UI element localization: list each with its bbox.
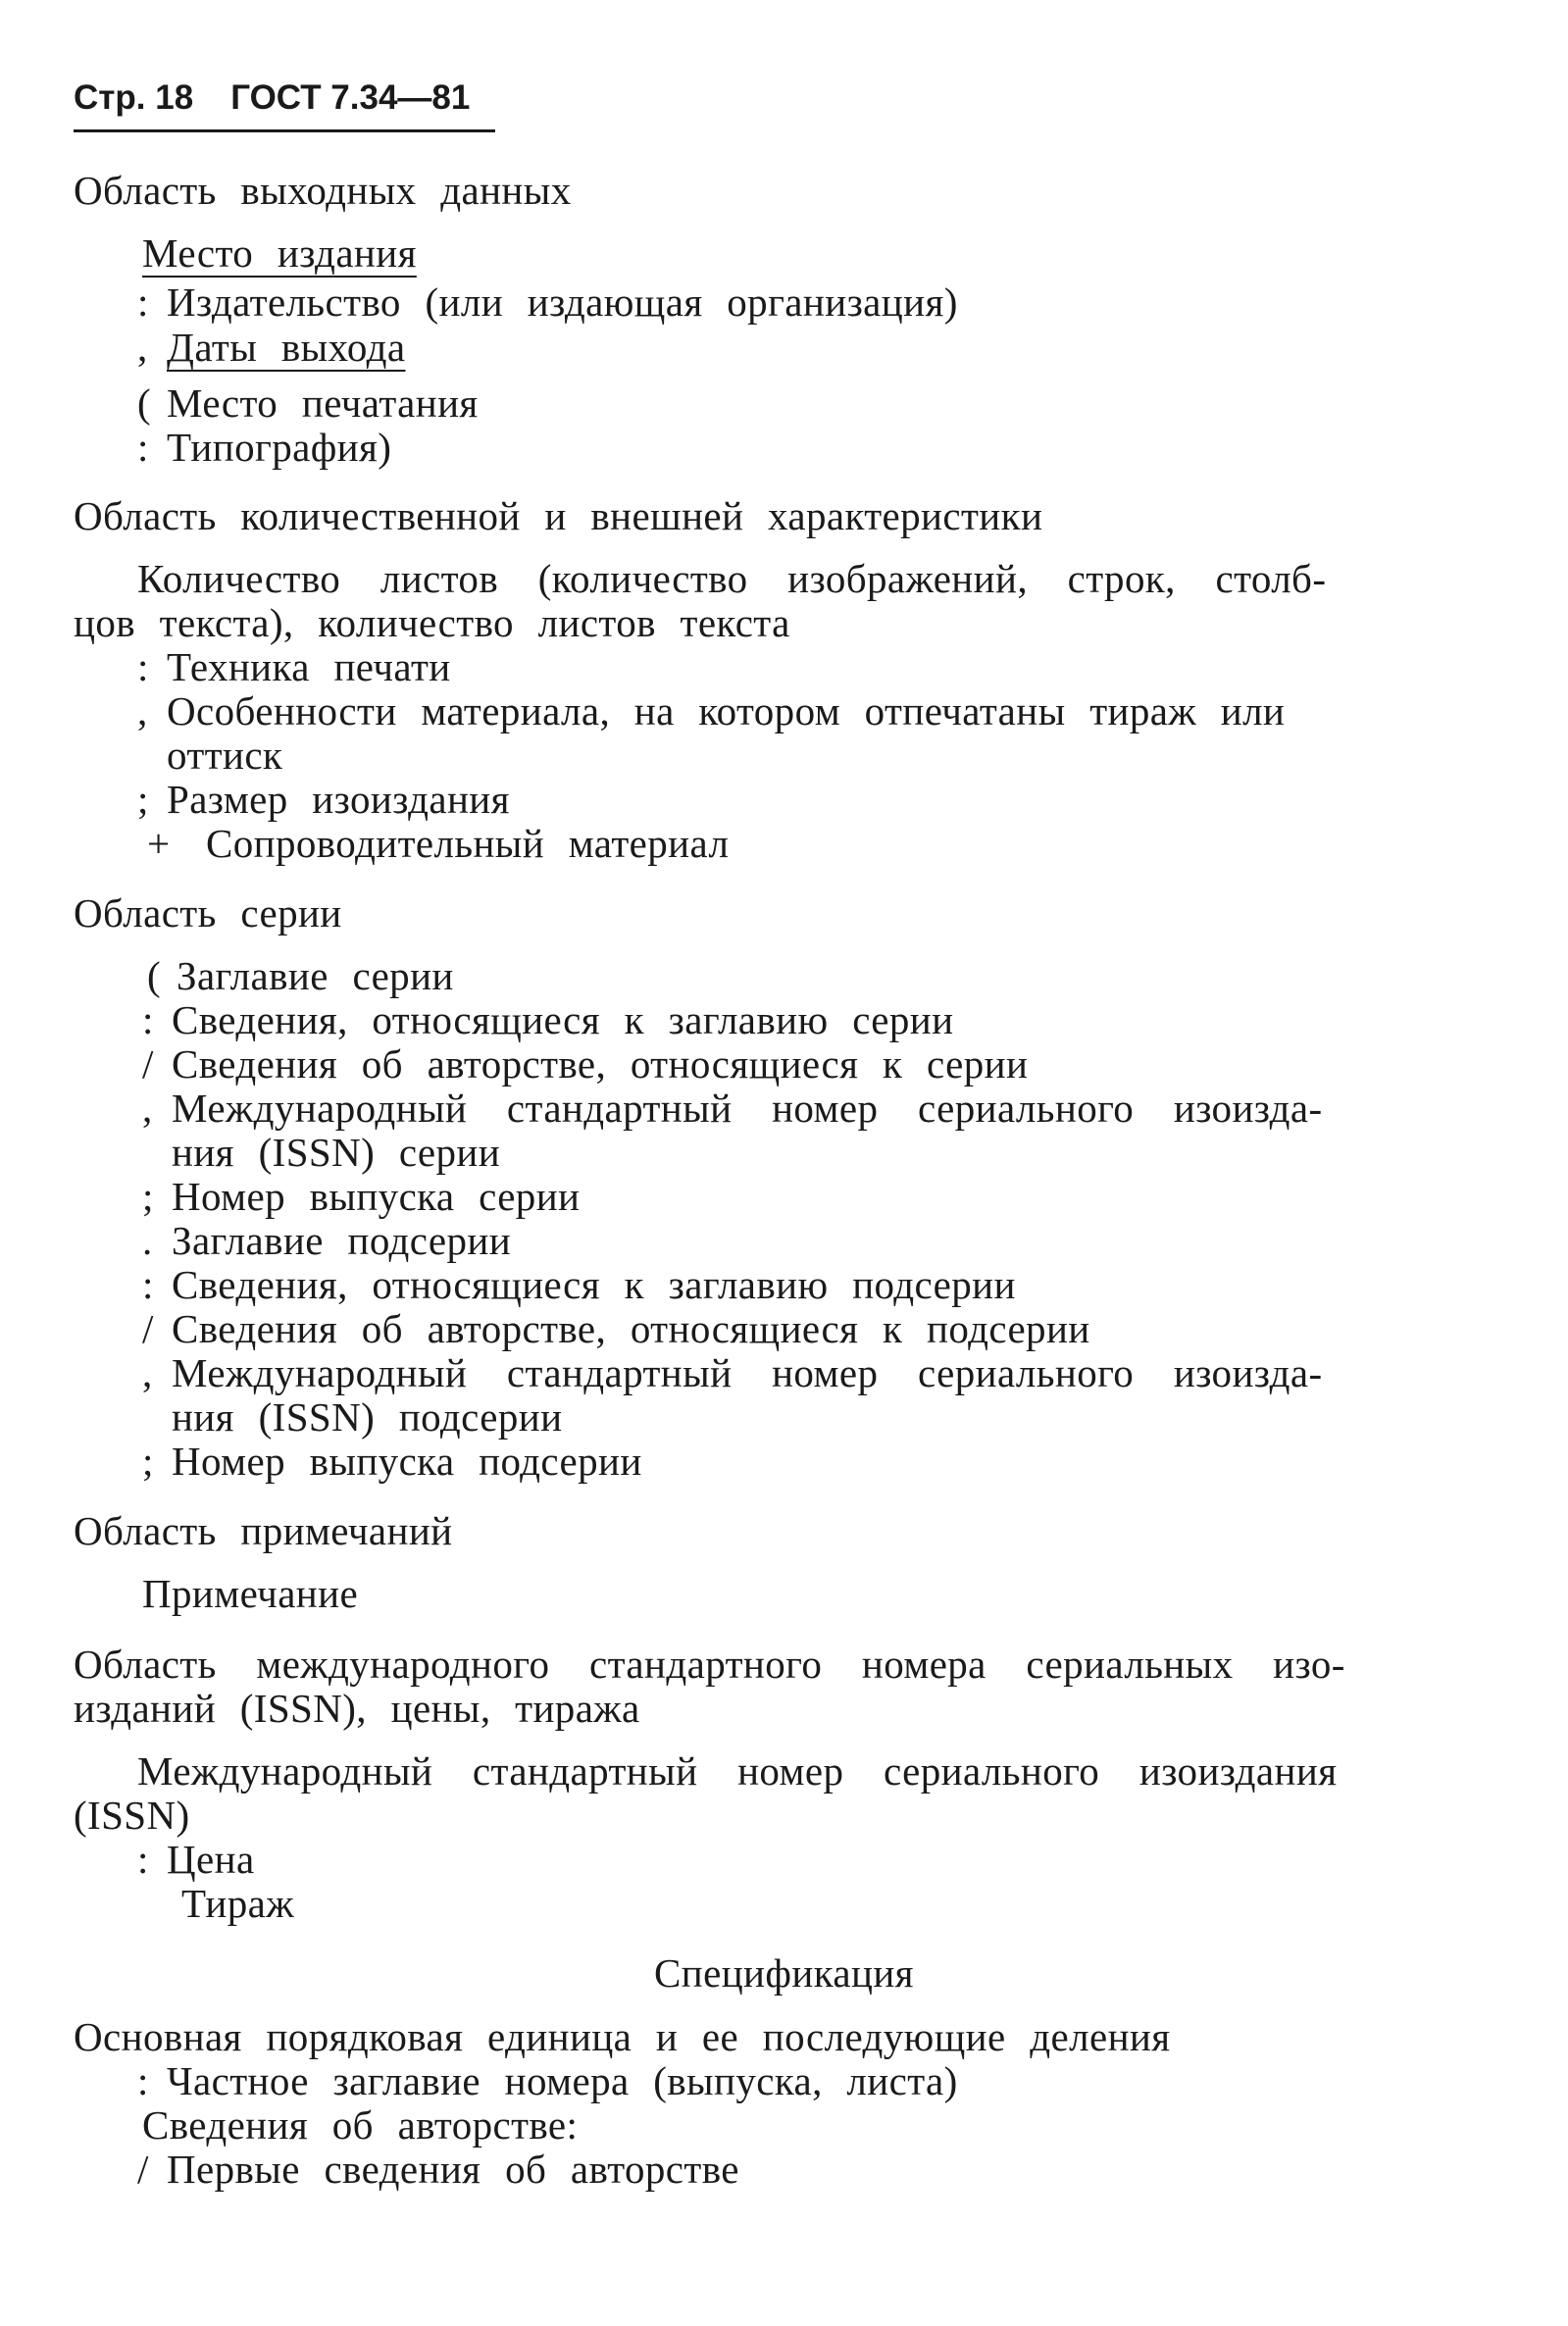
- spec-main: Основная порядковая единица и ее последующие деления: [74, 2014, 1171, 2059]
- series-item: : Сведения, относящиеся к заглавию серии: [142, 997, 954, 1042]
- series-item-cont: ния (ISSN) подсерии: [172, 1394, 563, 1440]
- standard-number: ГОСТ 7.34—81: [230, 78, 471, 117]
- item-accompanying: + Сопроводительный материал: [147, 821, 730, 866]
- item-print-place: ( Место печатания: [137, 380, 479, 426]
- item-place: Место издания: [142, 230, 417, 276]
- item-material-cont: оттиск: [167, 733, 283, 778]
- spec-authorship: Сведения об авторстве:: [142, 2102, 579, 2148]
- item-dates: , Даты выхода: [137, 325, 406, 370]
- page-header: [74, 78, 495, 132]
- section-title-output: Область выходных данных: [74, 168, 572, 213]
- spec-heading: Спецификация: [654, 1950, 914, 1996]
- item-size: ; Размер изоиздания: [137, 777, 510, 822]
- section-title-issn-cont: изданий (ISSN), цены, тиража: [74, 1686, 640, 1731]
- quant-para-line2: цов текста), количество листов текста: [74, 600, 790, 645]
- section-title-series: Область серии: [74, 890, 342, 935]
- note-item: Примечание: [142, 1571, 359, 1616]
- item-printing-house: : Типография): [137, 425, 392, 470]
- series-item: . Заглавие подсерии: [142, 1218, 512, 1263]
- series-item: ; Номер выпуска серии: [142, 1174, 581, 1219]
- item-technique: : Техника печати: [137, 644, 451, 689]
- series-item: ; Номер выпуска подсерии: [142, 1439, 642, 1484]
- item-publisher: : Издательство (или издающая организация): [137, 279, 958, 325]
- series-item: : Сведения, относящиеся к заглавию подсерии: [142, 1262, 1016, 1307]
- series-item: / Сведения об авторстве, относящиеся к серии: [142, 1041, 1029, 1087]
- page-number: Стр. 18: [74, 78, 194, 117]
- item-run: Тираж: [181, 1881, 294, 1926]
- item-price: : Цена: [137, 1837, 255, 1882]
- quant-para-line1: Количество листов (количество изображений, строк, столб-: [137, 556, 1327, 601]
- series-item: , Международный стандартный номер сериального изоизда-: [142, 1086, 1323, 1131]
- issn-para-line1: Международный стандартный номер сериального изоиздания: [137, 1748, 1338, 1794]
- spec-first-auth: / Первые сведения об авторстве: [137, 2147, 739, 2192]
- series-item: , Международный стандартный номер сериального изоизда-: [142, 1350, 1323, 1395]
- series-item-cont: ния (ISSN) серии: [172, 1130, 501, 1175]
- series-item: / Сведения об авторстве, относящиеся к подсерии: [142, 1306, 1090, 1351]
- section-title-quant: Область количественной и внешней характеристики: [74, 493, 1043, 538]
- item-material: , Особенности материала, на котором отпечатаны тираж или: [137, 688, 1286, 733]
- issn-para-line2: (ISSN): [74, 1793, 190, 1838]
- section-title-issn: Область международного стандартного номера сериальных изо-: [74, 1642, 1345, 1687]
- section-title-notes: Область примечаний: [74, 1508, 453, 1553]
- spec-partial: : Частное заглавие номера (выпуска, листа): [137, 2058, 958, 2103]
- series-item: ( Заглавие серии: [147, 953, 454, 998]
